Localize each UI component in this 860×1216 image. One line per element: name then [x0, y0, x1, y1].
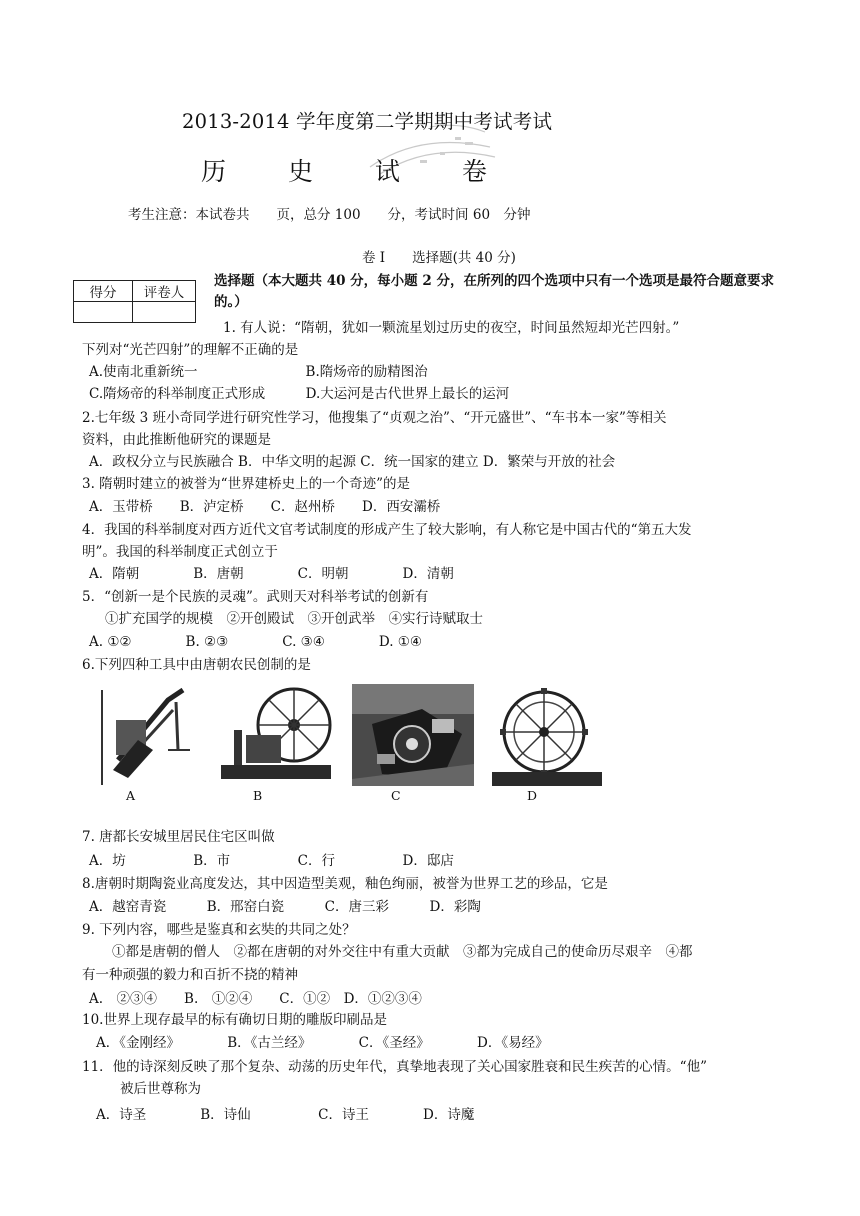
figure-c-machine — [352, 684, 474, 786]
q4-stem-cont: 明”。我国的科举制度正式创立于 — [82, 544, 278, 560]
q11-stem: 11．他的诗深刻反映了那个复杂、动荡的历史年代，真挚地表现了关心国家胜衰和民生疾苦的心情。“他” — [82, 1059, 707, 1075]
figure-d-caption: D — [527, 788, 538, 803]
q5-stem: 5．“创新一是个民族的灵魂”。武则天对科举考试的创新有 — [82, 589, 429, 605]
q10-stem: 10.世界上现存最早的标有确切日期的雕版印刷品是 — [82, 1012, 387, 1028]
q9-items-cont: 有一种顽强的毅力和百折不挠的精神 — [82, 967, 298, 983]
q9-stem: 9. 下列内容，哪些是鉴真和玄奘的共同之处？ — [82, 922, 356, 938]
q11-stem-cont: 被后世尊称为 — [120, 1081, 201, 1097]
q7-stem: 7. 唐都长安城里居民住宅区叫做 — [82, 829, 275, 845]
candidate-notice: 考生注意：本试卷共 页，总分 100 分，考试时间 60 分钟 — [128, 207, 531, 223]
instructions: 选择题（本大题共 40 分，每小题 2 分，在所列的四个选项中只有一个选项是最符合题意要求的。） — [214, 273, 774, 310]
grader-header: 评卷人 — [133, 281, 196, 302]
figure-b-waterwheel — [216, 680, 336, 785]
figure-b-caption: B — [253, 788, 263, 803]
exam-subtitle: 历 史 试 卷 — [201, 157, 514, 186]
figure-d-noria — [492, 684, 602, 786]
score-cell[interactable] — [74, 302, 133, 323]
q4-options: A．隋朝 B．唐朝 C．明朝 D．清朝 — [89, 566, 454, 582]
q3-options: A．玉带桥 B．泸定桥 C．赵州桥 D．西安灞桥 — [89, 499, 441, 515]
q7-options: A．坊 B．市 C．行 D．邸店 — [89, 853, 454, 869]
q2-stem: 2.七年级 3 班小奇同学进行研究性学习，他搜集了“贞观之治”、“开元盛世”、“车书本一家”等相关 — [82, 410, 667, 426]
q6-stem: 6.下列四种工具中由唐朝农民创制的是 — [82, 657, 311, 673]
figure-c-caption: C — [391, 788, 401, 803]
q4-stem: 4．我国的科举制度对西方近代文官考试制度的形成产生了较大影响，有人称它是中国古代的“第五大发 — [82, 522, 692, 538]
score-table — [73, 280, 196, 323]
q8-options: A．越窑青瓷 B．邢窑白瓷 C．唐三彩 D．彩陶 — [89, 899, 481, 915]
q11-options: A．诗圣 B．诗仙 C．诗王 D．诗魔 — [96, 1107, 475, 1123]
score-header: 得分 — [74, 281, 133, 302]
q10-options: A．《金刚经》 B．《古兰经》 C．《圣经》 D．《易经》 — [96, 1035, 549, 1051]
q1-stem: 1. 有人说：“隋朝，犹如一颗流星划过历史的夜空，时间虽然短却光芒四射。” — [223, 320, 680, 336]
q8-stem: 8.唐朝时期陶瓷业高度发达，其中因造型美观，釉色绚丽，被誉为世界工艺的珍品，它是 — [82, 876, 608, 892]
q2-stem-cont: 资料，由此推断他研究的课题是 — [82, 432, 271, 448]
q9-items: ①都是唐朝的僧人 ②都在唐朝的对外交往中有重大贡献 ③都为完成自己的使命历尽艰辛 ④都 — [112, 944, 693, 960]
q9-options: A. ②③④ B. ①②④ C．①② D．①②③④ — [89, 991, 422, 1007]
q5-items: ①扩充国学的规模 ②开创殿试 ③开创武举 ④实行诗赋取士 — [105, 611, 483, 627]
q1-options-cd: C.隋炀帝的科举制度正式形成 D.大运河是古代世界上最长的运河 — [89, 386, 510, 402]
q5-options: A. ①② B. ②③ C. ③④ D. ①④ — [89, 634, 423, 650]
q2-options: A．政权分立与民族融合 B．中华文明的起源 C．统一国家的建立 D．繁荣与开放的社会 — [89, 454, 616, 470]
q1-stem-cont: 下列对“光芒四射”的理解不正确的是 — [82, 342, 299, 358]
q1-options-ab: A.使南北重新统一 B.隋炀帝的励精图治 — [89, 364, 428, 380]
figure-a-plough — [98, 680, 198, 788]
exam-title: 2013-2014 学年度第二学期期中考试考试 — [182, 110, 553, 133]
section-heading: 卷 I 选择题(共 40 分) — [362, 250, 516, 266]
grader-cell[interactable] — [133, 302, 196, 323]
q3-stem: 3. 隋朝时建立的被誉为“世界建桥史上的一个奇迹”的是 — [82, 476, 410, 492]
figure-a-caption: A — [126, 788, 136, 803]
